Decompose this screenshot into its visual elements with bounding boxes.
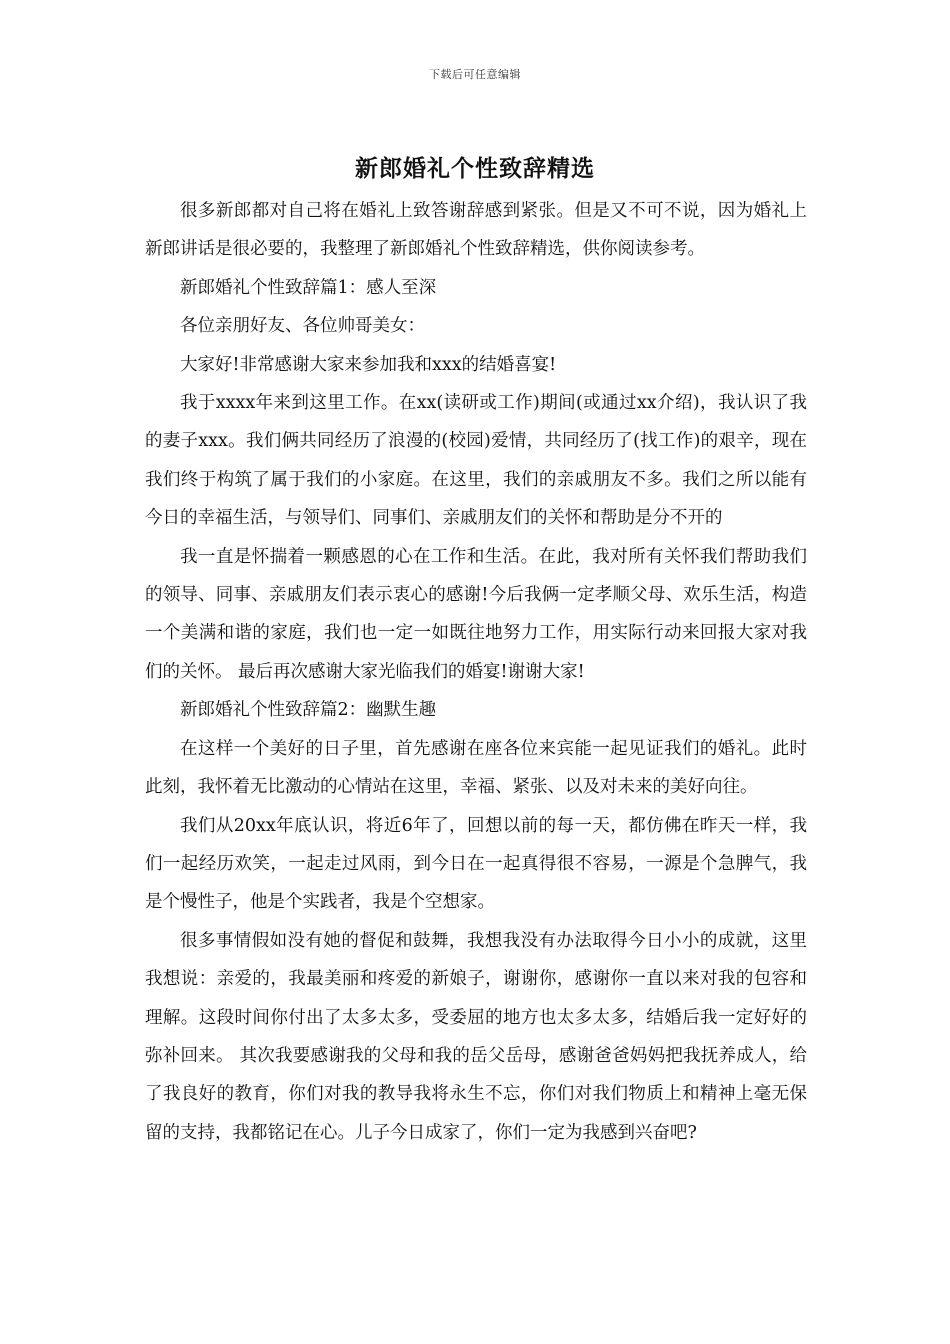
body-paragraph: 在这样一个美好的日子里，首先感谢在座各位来宾能一起见证我们的婚礼。此时此刻，我怀着无比激动的心情站在这里，幸福、紧张、以及对未来的美好向往。 (145, 738, 807, 798)
section-heading-1: 新郎婚礼个性致辞篇1：感人至深 (180, 277, 437, 298)
salutation: 各位亲朋好友、各位帅哥美女： (180, 316, 425, 337)
body-paragraph: 很多事情假如没有她的督促和鼓舞，我想我没有办法取得今日小小的成就，这里我想说：亲爱的，我最美丽和疼爱的新娘子，谢谢你，感谢你一直以来对我的包容和理解。这段时间你付出了太多太多，受委屈的地方也太多太多，结婚后我一定好好的弥补回来。 其次我要感谢我的父母和我的岳父岳母，感谢爸爸妈妈把我抚养成人，给了我良好的教育，你们对我的教导我将永生不忘，你们对我们物质上和精神上毫无保留的支持，我都铭记在心。儿子今日成家了，你们一定为我感到兴奋吧? (145, 930, 807, 1143)
document-title: 新郎婚礼个性致辞精选 (355, 155, 595, 182)
section-heading-2: 新郎婚礼个性致辞篇2：幽默生趣 (180, 700, 437, 721)
intro-paragraph: 很多新郎都对自己将在婚礼上致答谢辞感到紧张。但是又不可不说，因为婚礼上新郎讲话是很必要的，我整理了新郎婚礼个性致辞精选，供你阅读参考。 (145, 201, 807, 260)
greeting: 大家好!非常感谢大家来参加我和xxx的结婚喜宴! (180, 354, 557, 375)
header-note: 下载后可任意编辑 (429, 68, 521, 81)
body-paragraph: 我一直是怀揣着一颗感恩的心在工作和生活。在此，我对所有关怀我们帮助我们的领导、同事、亲戚朋友们表示衷心的感谢!今后我俩一定孝顺父母、欢乐生活，构造一个美满和谐的家庭，我们也一定一如既往地努力工作，用实际行动来回报大家对我们的关怀。 最后再次感谢大家光临我们的婚宴!谢谢大家! (145, 546, 807, 682)
body-paragraph: 我们从20xx年底认识，将近6年了，回想以前的每一天，都仿佛在昨天一样，我们一起经历欢笑，一起走过风雨，到今日在一起真得很不容易，一源是个急脾气，我是个慢性子，他是个实践者，我是个空想家。 (145, 815, 807, 913)
document-body (145, 192, 807, 1152)
body-paragraph: 我于xxxx年来到这里工作。在xx(读研或工作)期间(或通过xx介绍)，我认识了我的妻子xxx。我们俩共同经历了浪漫的(校园)爱情，共同经历了(找工作)的艰辛，现在我们终于构筑了属于我们的小家庭。在这里，我们的亲戚朋友不多。我们之所以能有今日的幸福生活，与领导们、同事们、亲戚朋友们的关怀和帮助是分不开的 (145, 393, 807, 529)
